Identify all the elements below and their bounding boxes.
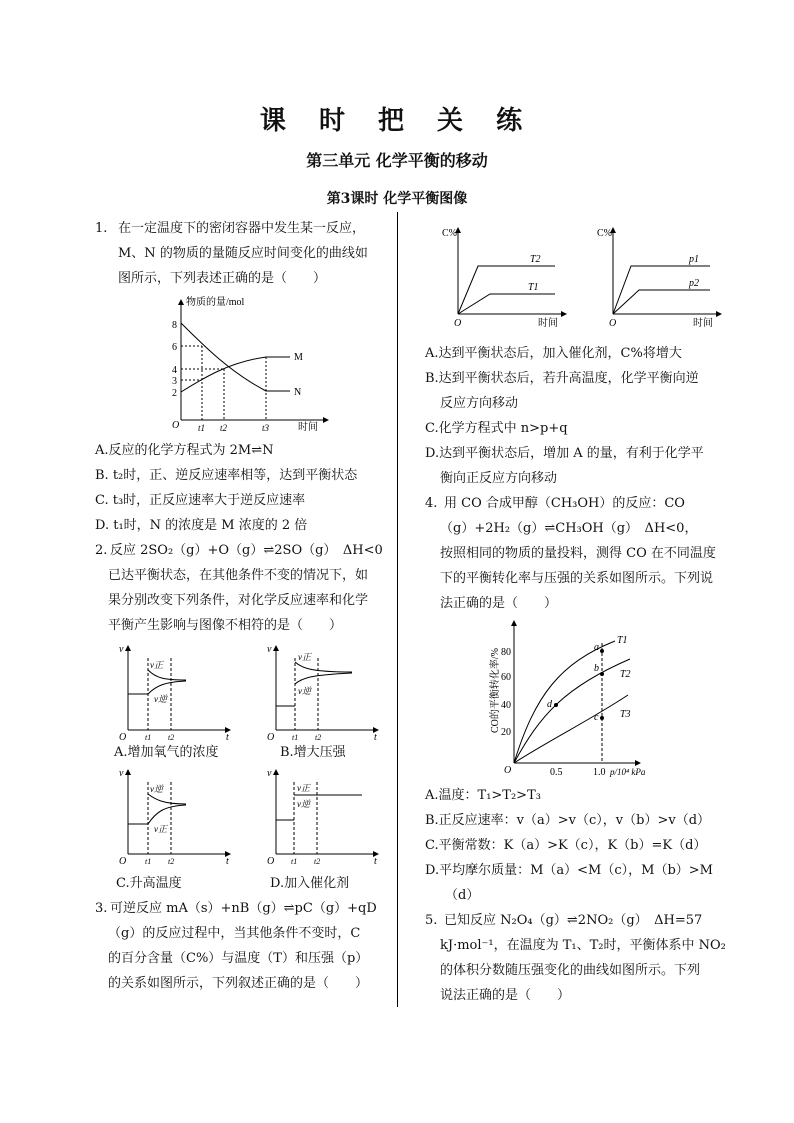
q2-stem-line: 已达平衡状态，在其他条件不变的情况下，如 [108, 568, 369, 583]
q3-stem-line: 可逆反应 mA（s）+nB（g）⇌pC（g）+qD [110, 901, 377, 916]
svg-text:v: v [267, 768, 272, 779]
q4-option-d-cont: （d） [445, 888, 480, 903]
q3-option-d: D.达到平衡状态后，增加 A 的量，有利于化学平 [425, 446, 704, 461]
svg-text:O: O [267, 856, 275, 864]
q4-option-b: B.正反应速率：v（a）>v（c），v（b）>v（d） [425, 813, 711, 828]
q4-option-a: A.温度：T₁>T₂>T₃ [425, 788, 541, 803]
q1-ytick: 8 [172, 320, 177, 331]
q2-graph-a [114, 640, 234, 740]
q4-stem-line: （g）+2H₂（g）⇌CH₃OH（g） ΔH<0， [440, 521, 698, 536]
q3-stem-line: 的关系如图所示，下列叙述正确的是（ ） [108, 976, 369, 991]
q3-stem-line: 的百分含量（C%）与温度（T）和压强（p） [108, 951, 369, 966]
svg-text:v正: v正 [154, 824, 167, 834]
q4-stem-line: 按照相同的物质的量投料，测得 CO 在不同温度 [440, 546, 716, 561]
page-title: 课 时 把 关 练 [259, 106, 535, 136]
q5-number: 5. [425, 913, 438, 928]
svg-text:时间: 时间 [538, 318, 558, 329]
q1-option-a: A.反应的化学方程式为 2M⇌N [95, 443, 274, 458]
q1-stem-line: 图所示，下列表述正确的是（ ） [118, 271, 327, 286]
svg-text:p1: p1 [689, 254, 699, 265]
q2-caption-c: C.升高温度 [116, 876, 182, 891]
svg-text:d: d [547, 699, 552, 710]
svg-text:T1: T1 [528, 282, 539, 293]
svg-text:t2: t2 [315, 733, 322, 740]
q2-graph-c [114, 764, 234, 864]
column-divider [397, 212, 398, 1007]
svg-text:t: t [226, 732, 229, 740]
q1-number: 1. [95, 221, 108, 236]
svg-text:O: O [504, 765, 512, 776]
q5-stem-line: 已知反应 N₂O₄（g）⇌2NO₂（g） ΔH=57 [444, 913, 703, 928]
unit-title: 第三单元 化学平衡的移动 [306, 151, 488, 170]
q1-curve-m [181, 357, 290, 392]
q3-number: 3. [95, 901, 108, 916]
svg-text:v逆: v逆 [150, 784, 163, 794]
q4-stem-line: 下的平衡转化率与压强的关系如图所示。下列说 [440, 571, 714, 586]
q3-stem-line: （g）的反应过程中，当其他条件不变时，C [108, 926, 361, 941]
q4-conversion-graph [480, 615, 660, 780]
q2-graph-b [262, 640, 382, 740]
q3-option-b: B.达到平衡状态后，若升高温度，化学平衡向逆 [425, 371, 699, 386]
q2-caption-a: A.增加氧气的浓度 [114, 745, 219, 760]
q1-ylabel: 物质的量/mol [186, 297, 245, 308]
svg-text:O: O [119, 856, 127, 864]
q1-option-c: C. t₃时，正反应速率大于逆反应速率 [95, 493, 306, 508]
svg-text:p2: p2 [689, 278, 699, 289]
svg-text:t1: t1 [145, 857, 152, 864]
q5-stem-line: 说法正确的是（ ） [440, 988, 571, 1003]
q4-ylabel: CO的平衡转化率/% [490, 648, 501, 733]
q3-option-b-cont: 反应方向移动 [440, 396, 519, 411]
svg-text:v逆: v逆 [297, 799, 310, 809]
q4-option-d: D.平均摩尔质量：M（a）<M（c），M（b）>M [425, 863, 713, 878]
svg-text:时间: 时间 [693, 318, 713, 329]
svg-text:t: t [374, 856, 377, 864]
q5-stem-line: 的体积分数随压强变化的曲线如图所示。下列 [440, 963, 701, 978]
svg-text:O: O [267, 732, 275, 740]
q1-stem-line: 在一定温度下的密闭容器中发生某一反应， [118, 221, 366, 236]
q2-stem-line: 果分别改变下列条件，对化学反应速率和化学 [108, 593, 369, 608]
svg-text:t2: t2 [314, 857, 321, 864]
svg-text:c: c [594, 712, 599, 723]
q1-xlabel: 时间 [298, 422, 318, 433]
svg-text:t: t [226, 856, 229, 864]
svg-text:C%: C% [442, 228, 457, 239]
svg-text:v逆: v逆 [154, 694, 167, 704]
svg-text:t1: t1 [292, 733, 299, 740]
svg-text:t2: t2 [168, 857, 175, 864]
q4-xlabel: p/10⁴ kPa [610, 767, 646, 777]
svg-text:O: O [454, 318, 462, 329]
q3-option-a: A.达到平衡状态后，加入催化剂，C%将增大 [425, 346, 682, 361]
q1-origin: O [172, 420, 180, 431]
q4-number: 4. [425, 496, 438, 511]
q2-caption-d: D.加入催化剂 [270, 876, 350, 891]
q4-option-c: C.平衡常数：K（a）>K（c），K（b）=K（d） [425, 838, 707, 853]
q1-amount-time-graph [160, 292, 340, 434]
svg-text:v: v [119, 768, 124, 779]
q4-xtick: 1.0 [593, 767, 606, 778]
svg-text:C%: C% [597, 228, 612, 239]
q1-ytick: 3 [172, 376, 177, 387]
svg-text:a: a [594, 642, 599, 653]
q5-stem-line: kJ·mol⁻¹，在温度为 T₁、T₂时，平衡体系中 NO₂ [440, 938, 726, 953]
svg-text:b: b [594, 663, 599, 674]
q1-xtick: t1 [198, 423, 206, 433]
q4-ytick: 40 [501, 700, 511, 711]
q3-option-d-cont: 衡向正反应方向移动 [440, 471, 558, 486]
q1-ytick: 4 [172, 365, 177, 376]
q3-option-c: C.化学方程式中 n>p+q [425, 421, 568, 436]
q1-xtick: t2 [220, 423, 228, 433]
q1-option-d: D. t₁时，N 的浓度是 M 浓度的 2 倍 [95, 518, 308, 533]
svg-text:T3: T3 [620, 709, 631, 720]
q2-stem-line: 反应 2SO₂（g）+O（g）⇌2SO（g） ΔH<0 [110, 543, 383, 558]
svg-text:v逆: v逆 [298, 686, 311, 696]
q1-ytick: 2 [172, 388, 177, 399]
q2-graph-d [262, 764, 382, 864]
q4-ytick: 60 [501, 672, 511, 683]
q4-stem-line: 法正确的是（ ） [440, 596, 558, 611]
svg-text:v正: v正 [150, 660, 163, 670]
svg-text:t: t [374, 732, 377, 740]
svg-text:v: v [119, 644, 124, 655]
q1-ytick: 6 [172, 342, 177, 353]
svg-text:t2: t2 [168, 733, 175, 740]
q4-ytick: 20 [501, 727, 511, 738]
q1-label-n: N [294, 387, 302, 398]
svg-text:T2: T2 [620, 669, 631, 680]
q2-stem-line: 平衡产生影响与图像不相符的是（ ） [108, 618, 343, 633]
svg-text:v正: v正 [297, 783, 310, 793]
q3-graph-pressure [595, 222, 725, 330]
q4-xtick: 0.5 [550, 767, 563, 778]
svg-text:O: O [609, 318, 617, 329]
svg-text:T2: T2 [530, 254, 541, 265]
svg-text:v: v [267, 644, 272, 655]
svg-text:t1: t1 [291, 857, 298, 864]
svg-text:O: O [119, 732, 127, 740]
q1-xtick: t3 [262, 423, 270, 433]
svg-text:v正: v正 [298, 652, 311, 662]
svg-text:t1: t1 [145, 733, 152, 740]
q1-option-b: B. t₂时，正、逆反应速率相等，达到平衡状态 [95, 468, 358, 483]
q1-label-m: M [294, 352, 303, 363]
q2-number: 2. [95, 543, 108, 558]
q3-graph-temperature [440, 222, 570, 330]
q4-ytick: 80 [501, 647, 511, 658]
q4-stem-line: 用 CO 合成甲醇（CH₃OH）的反应：CO [444, 496, 685, 511]
svg-text:T1: T1 [617, 635, 628, 646]
q1-stem-line: M、N 的物质的量随反应时间变化的曲线如 [118, 246, 368, 261]
lesson-title: 第3课时 化学平衡图像 [326, 191, 468, 207]
q2-caption-b: B.增大压强 [280, 745, 346, 760]
